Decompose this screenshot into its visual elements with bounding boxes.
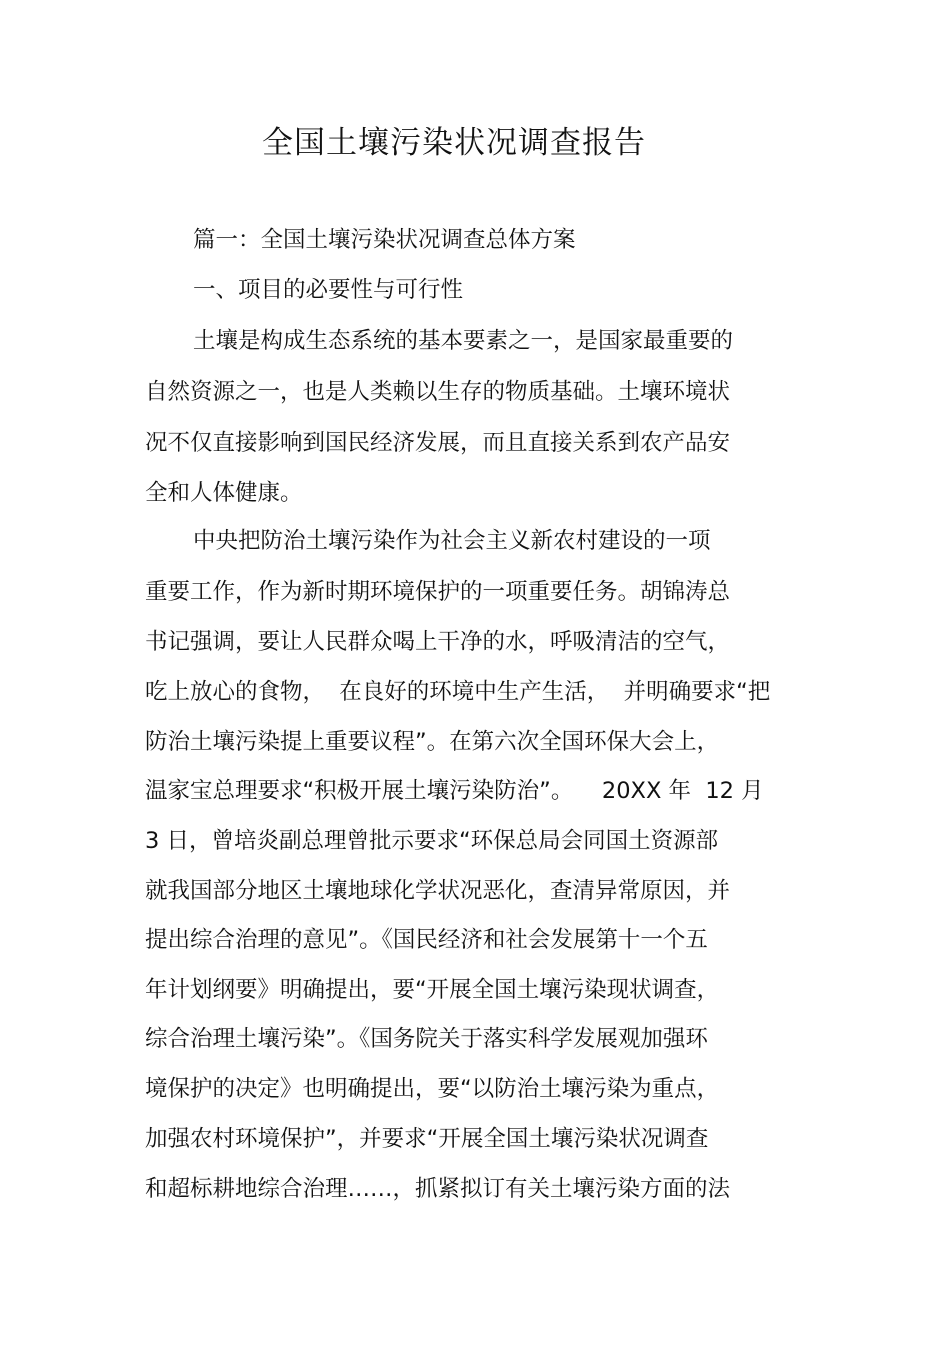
paragraph-line: 书记强调，要让人民群众喝上干净的水，呼吸清洁的空气，: [145, 629, 731, 655]
paragraph-line: 全和人体健康。: [145, 480, 303, 506]
paragraph-line: 加强农村环境保护”，并要求“开展全国土壤污染状况调查: [145, 1126, 709, 1152]
paragraph-line: 就我国部分地区土壤地球化学状况恶化，查清异常原因，并: [145, 878, 731, 904]
paragraph-line: 温家宝总理要求“积极开展土壤污染防治”。 20XX 年 12 月: [145, 778, 764, 804]
paragraph-line: 境保护的决定》也明确提出，要“以防治土壤污染为重点，: [145, 1076, 720, 1102]
section-heading: 篇一：全国土壤污染状况调查总体方案: [193, 227, 576, 253]
paragraph-line: 提出综合治理的意见”。《国民经济和社会发展第十一个五: [145, 927, 708, 953]
subsection-heading: 一、项目的必要性与可行性: [193, 277, 464, 303]
paragraph-line: 中央把防治土壤污染作为社会主义新农村建设的一项: [193, 528, 711, 554]
document-title: 全国土壤污染状况调查报告: [262, 125, 646, 161]
paragraph-line: 综合治理土壤污染”。《国务院关于落实科学发展观加强环: [145, 1026, 708, 1052]
paragraph-line: 土壤是构成生态系统的基本要素之一，是国家最重要的: [193, 328, 734, 354]
paragraph-line: 年计划纲要》明确提出，要“开展全国土壤污染现状调查，: [145, 977, 720, 1003]
paragraph-line: 重要工作，作为新时期环境保护的一项重要任务。胡锦涛总: [145, 579, 731, 605]
paragraph-line: 防治土壤污染提上重要议程”。在第六次全国环保大会上，: [145, 729, 720, 755]
paragraph-line: 和超标耕地综合治理……，抓紧拟订有关土壤污染方面的法: [145, 1176, 731, 1202]
paragraph-line: 3 日，曾培炎副总理曾批示要求“环保总局会同国土资源部: [145, 828, 719, 854]
paragraph-line: 吃上放心的食物， 在良好的环境中生产生活， 并明确要求“把: [145, 679, 771, 705]
paragraph-line: 自然资源之一，也是人类赖以生存的物质基础。土壤环境状: [145, 379, 731, 405]
paragraph-line: 况不仅直接影响到国民经济发展，而且直接关系到农产品安: [145, 430, 731, 456]
